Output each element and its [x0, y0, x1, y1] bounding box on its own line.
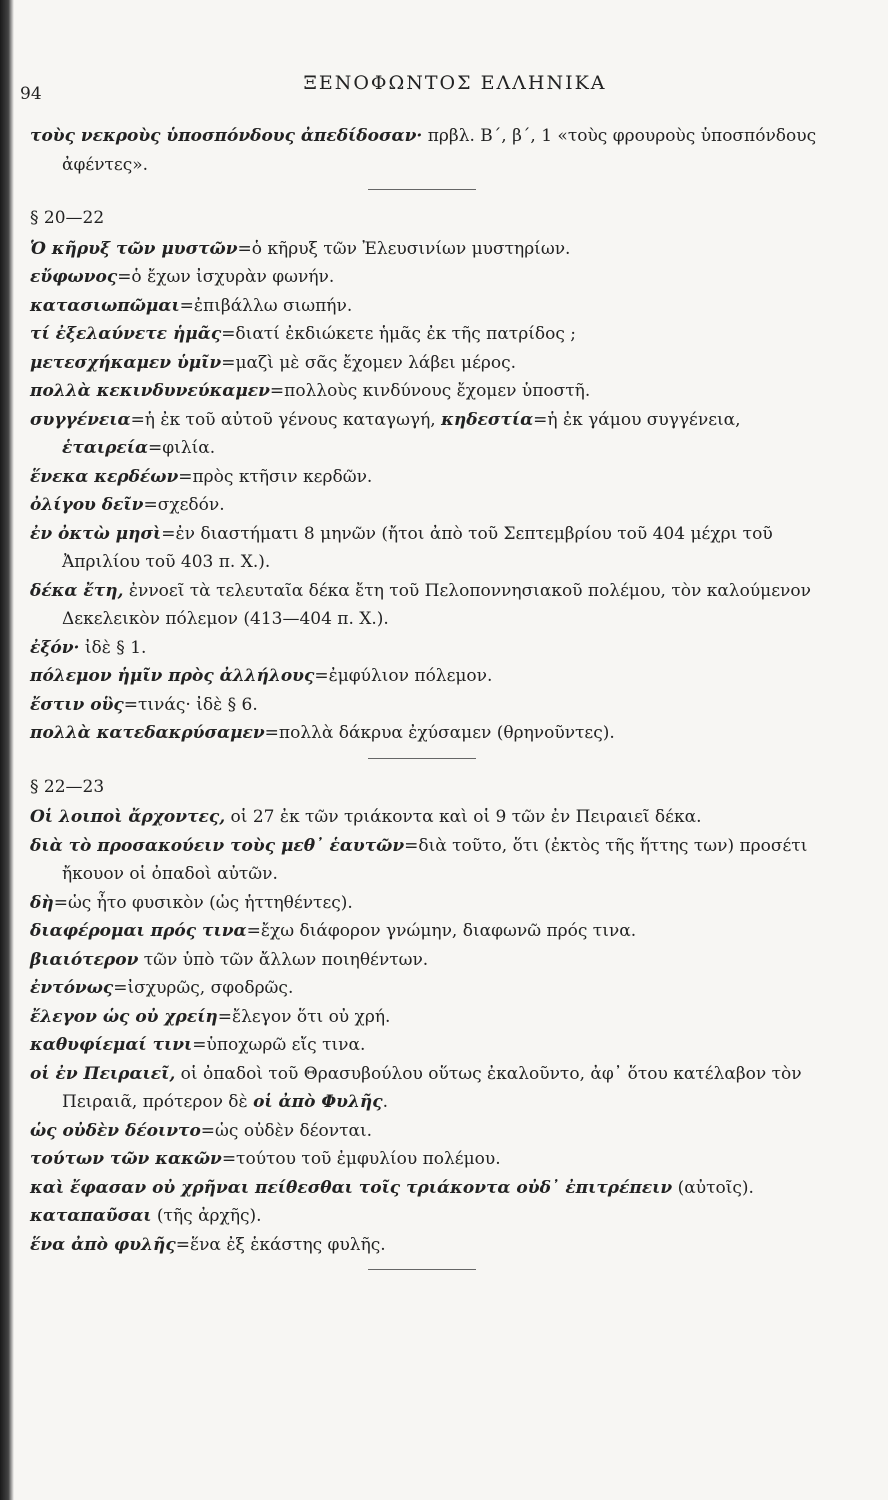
entry-term: Οἱ λοιποὶ ἄρχοντες, — [30, 807, 226, 827]
section-22-23 — [30, 773, 840, 1260]
entry-gloss: =σχεδόν. — [143, 495, 225, 515]
glossary-entry — [30, 463, 840, 492]
glossary-entry — [30, 889, 840, 918]
section-heading: § 22—23 — [30, 776, 105, 797]
glossary-entry — [30, 662, 840, 691]
glossary-entry — [30, 1145, 840, 1174]
entry-term: εὔφωνος — [30, 267, 118, 287]
page-binding-edge — [0, 0, 14, 1500]
page-header — [20, 72, 820, 106]
glossary-entry — [30, 974, 840, 1003]
entry-gloss: =πολλὰ δάκρυα ἐχύσαμεν (θρηνοῦντες). — [264, 723, 615, 743]
glossary-entry — [30, 1174, 840, 1203]
entry-gloss: =διατί ἐκδιώκετε ἡμᾶς ἐκ τῆς πατρίδος ; — [221, 324, 576, 344]
entry-term: κηδεστία — [441, 409, 534, 430]
entry-term: κατασιωπῶμαι — [30, 295, 180, 316]
entry-term: συγγένεια — [30, 409, 131, 430]
entry-gloss: =ἡ ἐκ γάμου συγγένεια, — [533, 409, 741, 430]
running-title: ΞΕΝΟΦΩΝΤΟΣ ΕΛΛΗΝΙΚΑ — [303, 72, 607, 94]
entry-term: ἐξόν· — [30, 637, 80, 658]
entry-term: δὴ — [30, 892, 54, 913]
entry-term: ὀλίγου δεῖν — [30, 495, 144, 515]
glossary-entry — [30, 1231, 840, 1260]
glossary-entry — [30, 1202, 840, 1231]
entry-term: πολλὰ κεκινδυνεύκαμεν — [30, 381, 270, 401]
entry-gloss: (αὐτοῖς). — [672, 1177, 754, 1198]
entry-term: ἕνεκα κερδέων — [30, 466, 179, 487]
entry-gloss: =ἐμφύλιον πόλεμον. — [314, 666, 493, 686]
entry-term: ἕνα ἀπὸ φυλῆς — [30, 1234, 176, 1255]
entry-term: μετεσχήκαμεν ὑμῖν — [30, 352, 222, 373]
entry-term: τούτων τῶν κακῶν — [30, 1149, 222, 1169]
glossary-entry — [30, 1031, 840, 1060]
entry-term: πόλεμον ἡμῖν πρὸς ἀλλήλους — [30, 666, 315, 686]
glossary-entry — [30, 803, 840, 832]
entry-gloss: =ὁ ἔχων ἰσχυρὰν φωνήν. — [117, 267, 335, 287]
entry-gloss: =διὰ τοῦτο, ὅτι (ἐκτὸς τῆς ἥττης των) προσέτι ἤκουον οἱ ὀπαδοὶ αὐτῶν. — [62, 835, 808, 884]
section-20-22 — [30, 204, 840, 748]
glossary-entry — [30, 520, 840, 577]
entry-gloss: =τούτου τοῦ ἐμφυλίου πολέμου. — [221, 1149, 501, 1169]
section-divider — [368, 1269, 476, 1270]
glossary-entry — [30, 320, 840, 349]
entry-gloss: =ἕνα ἐξ ἑκάστης φυλῆς. — [175, 1234, 386, 1255]
section-heading: § 20—22 — [30, 208, 105, 228]
entry-term: ἔστιν οὓς — [30, 694, 124, 715]
entry-gloss: . — [382, 1092, 388, 1112]
glossary-entry — [30, 292, 840, 321]
entry-term: βιαιότερον — [30, 949, 139, 970]
glossary-entry — [30, 235, 840, 264]
glossary-entry — [30, 349, 840, 378]
entry-gloss: =ἔλεγον ὅτι οὐ χρή. — [217, 1006, 391, 1027]
entry-gloss: =ὑποχωρῶ εἴς τινα. — [192, 1035, 366, 1055]
entry-term: καταπαῦσαι — [30, 1206, 152, 1226]
entry-term: οἱ ἐν Πειραιεῖ, — [30, 1063, 176, 1084]
entry-gloss: =ὡς ἦτο φυσικὸν (ὡς ἡττηθέντες). — [53, 892, 353, 913]
page-number: 94 — [20, 84, 42, 104]
entry-gloss: =πολλοὺς κινδύνους ἔχομεν ὑποστῆ. — [269, 381, 591, 401]
glossary-entry — [30, 832, 840, 889]
glossary-entry — [30, 122, 840, 179]
entry-gloss: =τινάς· ἰδὲ § 6. — [123, 694, 258, 715]
entry-gloss: (τῆς ἀρχῆς). — [151, 1206, 262, 1226]
glossary-entry — [30, 1117, 840, 1146]
glossary-entry — [30, 1060, 840, 1117]
entry-gloss: =ἔχω διάφορον γνώμην, διαφωνῶ πρός τινα. — [246, 921, 637, 941]
entry-term: τί ἐξελαύνετε ἡμᾶς — [30, 324, 222, 344]
entry-gloss: =φιλία. — [148, 438, 216, 458]
entry-term: καὶ ἔφασαν οὐ χρῆναι πείθεσθαι τοῖς τριάκοντα οὐδ᾽ ἐπιτρέπειν — [30, 1177, 673, 1198]
glossary-entry — [30, 634, 840, 663]
entry-gloss: =ἰσχυρῶς, σφοδρῶς. — [113, 978, 294, 998]
entry-gloss: =ὡς οὐδὲν δέονται. — [200, 1120, 373, 1141]
entry-gloss: =μαζὶ μὲ σᾶς ἔχομεν λάβει μέρος. — [221, 352, 517, 373]
glossary-entry — [30, 377, 840, 406]
entry-term: ἐν ὀκτὼ μησὶ — [30, 523, 162, 544]
glossary-entry — [30, 491, 840, 520]
entry-term: ἐντόνως — [30, 978, 114, 998]
entry-gloss: =ἐν διαστήματι 8 μηνῶν (ἤτοι ἀπὸ τοῦ Σεπτεμβρίου τοῦ 404 μέχρι τοῦ Ἀπριλίου τοῦ 403 π. Χ.). — [62, 523, 773, 572]
entry-term: δέκα ἔτη, — [30, 580, 124, 601]
glossary-entry — [30, 1003, 840, 1032]
entry-gloss: τῶν ὑπὸ τῶν ἄλλων ποιηθέντων. — [138, 949, 429, 970]
glossary-entry — [30, 577, 840, 634]
glossary-entry — [30, 691, 840, 720]
entry-term: τοὺς νεκροὺς ὑποσπόνδους ἀπεδίδοσαν· — [30, 126, 423, 146]
entry-term: οἱ ἀπὸ Φυλῆς — [253, 1092, 383, 1112]
entry-term: διαφέρομαι πρός τινα — [30, 921, 247, 941]
entry-gloss: οἱ 27 ἐκ τῶν τριάκοντα καὶ οἱ 9 τῶν ἐν Πειραιεῖ δέκα. — [225, 807, 702, 827]
entry-gloss: =πρὸς κτῆσιν κερδῶν. — [178, 466, 373, 487]
entry-gloss: οἱ ὀπαδοὶ τοῦ Θρασυβούλου οὕτως ἐκαλοῦντο, ἀφ᾽ ὅτου κατέλαβον τὸν Πειραιᾶ, πρότερον δὲ — [62, 1063, 802, 1112]
entry-gloss: =ἡ ἐκ τοῦ αὐτοῦ γένους καταγωγή, — [130, 409, 436, 430]
entry-gloss: ἰδὲ § 1. — [79, 637, 147, 658]
section-divider — [368, 758, 476, 759]
entry-term: Ὁ κῆρυξ τῶν μυστῶν — [30, 238, 238, 259]
entry-term: ὡς οὐδὲν δέοιντο — [30, 1120, 201, 1141]
glossary-entry — [30, 719, 840, 748]
entry-gloss: ἐννοεῖ τὰ τελευταῖα δέκα ἔτη τοῦ Πελοποννησιακοῦ πολέμου, τὸν καλούμενον Δεκελεικὸν πόλεμον (413—404 π. Χ.). — [62, 580, 811, 629]
entry-term: καθυφίεμαί τινι — [30, 1035, 193, 1055]
entry-gloss: πρβλ. Β΄, β΄, 1 «τοὺς φρουροὺς ὑποσπόνδους ἀφέντες». — [62, 126, 817, 175]
glossary-entry — [30, 406, 840, 463]
entry-gloss: =ἐπιβάλλω σιωπήν. — [179, 295, 353, 316]
entry-term: ἔλεγον ὡς οὐ χρείη — [30, 1006, 218, 1027]
entry-term: ἑταιρεία — [62, 438, 149, 458]
entry-term: διὰ τὸ προσακούειν τοὺς μεθ᾽ ἑαυτῶν — [30, 835, 405, 856]
glossary-entry — [30, 263, 840, 292]
entry-gloss: =ὁ κῆρυξ τῶν Ἐλευσινίων μυστηρίων. — [237, 238, 571, 259]
glossary-entry — [30, 946, 840, 975]
glossary-content — [30, 122, 840, 1284]
section-divider — [368, 189, 476, 190]
entry-term: πολλὰ κατεδακρύσαμεν — [30, 723, 265, 743]
glossary-entry — [30, 917, 840, 946]
